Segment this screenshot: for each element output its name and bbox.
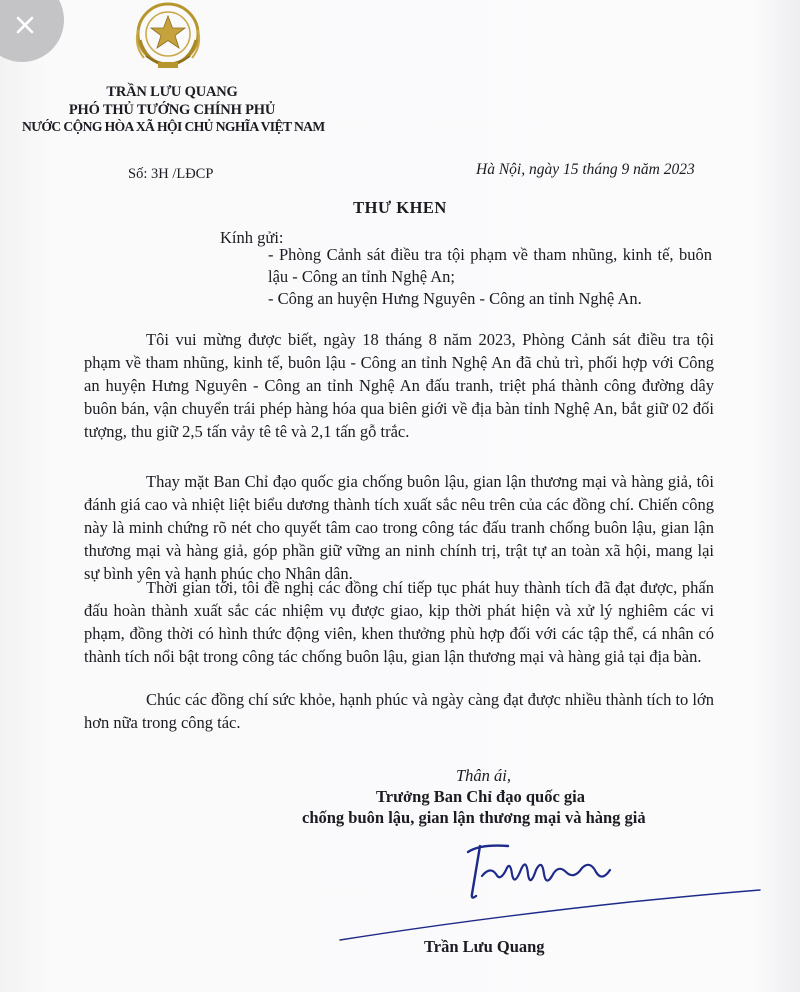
recipient-item: - Công an huyện Hưng Nguyên - Công an tỉnh Nghệ An. <box>268 289 642 308</box>
signer-name: Trần Lưu Quang <box>424 937 545 956</box>
recipient-item: - Phòng Cảnh sát điều tra tội phạm về tham nhũng, kinh tế, buôn lậu - Công an tỉnh Nghệ An; <box>268 245 712 286</box>
close-button[interactable] <box>0 0 64 62</box>
letter-title: THƯ KHEN <box>353 198 447 217</box>
body-paragraph: Chúc các đồng chí sức khỏe, hạnh phúc và ngày càng đạt được nhiều thành tích to lớn hơn nữa trong công tác. <box>84 690 714 732</box>
closing-greeting: Thân ái, <box>456 766 512 785</box>
signatory-title: Trưởng Ban Chỉ đạo quốc gia <box>376 787 585 806</box>
body-paragraph: Thay mặt Ban Chỉ đạo quốc gia chống buôn lậu, gian lận thương mại và hàng giả, tôi đánh giá cao và nhiệt liệt biểu dương thành tích xuất sắc nêu trên của các đồng chí. Chiến công này là minh chứng rõ nét cho quyết tâm cao trong công tác đấu tranh chống buôn lậu, gian lận thương mại và hàng giả, góp phần giữ vững an ninh chính trị, trật tự an toàn xã hội, mang lại sự bình yên và hạnh phúc cho Nhân dân. <box>84 472 714 583</box>
handwritten-signature <box>330 830 770 970</box>
close-icon <box>16 16 34 34</box>
signatory-title-line-2: chống buôn lậu, gian lận thương mại và hàng giả <box>302 808 646 827</box>
salutation: Kính gửi: <box>220 228 284 247</box>
country-name: NƯỚC CỘNG HÒA XÃ HỘI CHỦ NGHĨA VIỆT NAM <box>22 119 325 134</box>
document-number: Số: 3H /LĐCP <box>128 166 214 182</box>
body-paragraph: Tôi vui mừng được biết, ngày 18 tháng 8 năm 2023, Phòng Cảnh sát điều tra tội phạm về tham nhũng, kinh tế, buôn lậu - Công an tỉnh Nghệ An đã chủ trì, phối hợp với Công an huyện Hưng Nguyên - Công an tỉnh Nghệ An đấu tranh, triệt phá thành công đường dây buôn bán, vận chuyển trái phép hàng hóa qua biên giới về địa bàn tỉnh Nghệ An, bắt giữ 02 đối tượng, thu giữ 2,5 tấn vảy tê tê và 2,1 tấn gỗ trắc. <box>84 330 714 441</box>
date-line: Hà Nội, ngày 15 tháng 9 năm 2023 <box>476 161 695 178</box>
body-paragraph: Thời gian tới, tôi đề nghị các đồng chí tiếp tục phát huy thành tích đã đạt được, phấn đấu hoàn thành xuất sắc các nhiệm vụ được giao, kịp thời phát hiện và xử lý nghiêm các vi phạm, đồng thời có hình thức động viên, khen thưởng phù hợp đối với các tập thể, cá nhân có thành tích nổi bật trong công tác chống buôn lậu, gian lận thương mại và hàng giả tại địa bàn. <box>84 578 714 666</box>
national-emblem-icon <box>124 0 212 78</box>
sender-name: TRẦN LƯU QUANG <box>106 84 238 100</box>
sender-position: PHÓ THỦ TƯỚNG CHÍNH PHỦ <box>68 102 276 118</box>
